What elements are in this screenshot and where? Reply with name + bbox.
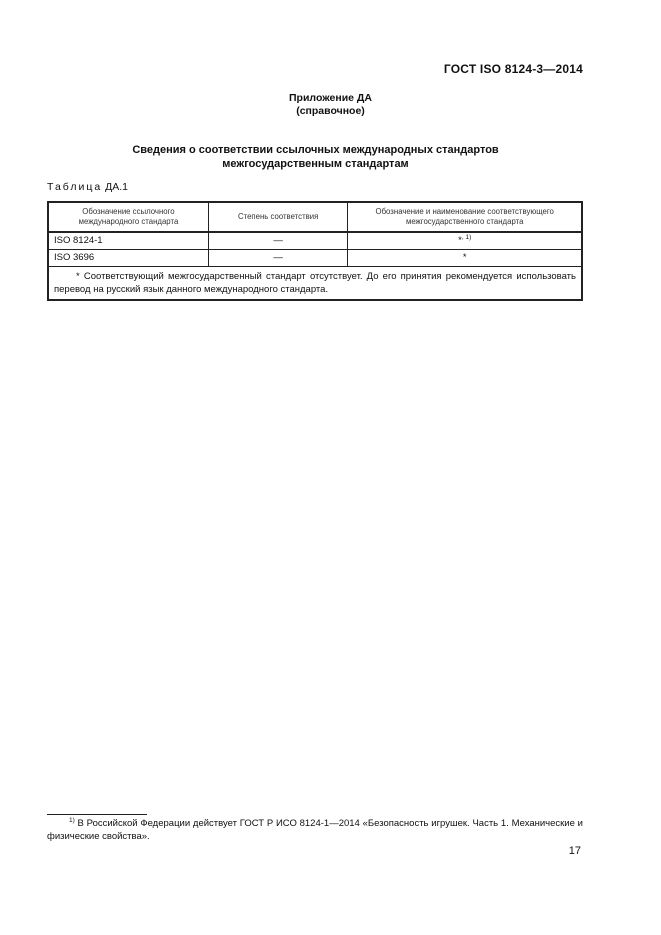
- column-header-degree-line1: Степень соответствия: [237, 212, 319, 221]
- table-note: [48, 267, 582, 301]
- column-header-interstate-line2: межгосударственного стандарта: [405, 217, 524, 226]
- cell-standard: ISO 3696: [48, 250, 208, 267]
- table-caption: [47, 181, 128, 193]
- column-header-standard-line1: Обозначение ссылочного: [82, 207, 175, 216]
- cell-interstate: [348, 250, 582, 267]
- table-caption-word: Таблица: [47, 181, 103, 193]
- cell-degree: —: [208, 250, 347, 267]
- table-header-row: [48, 202, 582, 232]
- annex-title: Приложение ДА: [289, 92, 372, 104]
- cell-interstate-footnote-ref: , 1): [461, 233, 472, 241]
- page-number: 17: [568, 845, 581, 857]
- column-header-degree: [208, 202, 347, 232]
- footnote-divider: [47, 814, 147, 815]
- table-note-text: * Соответствующий межгосударственный стандарт отсутствует. До его принятия рекомендуется использовать перевод на русский язык данного международного стандарта.: [54, 271, 576, 295]
- cell-standard: ISO 8124-1: [48, 232, 208, 250]
- section-title-line1: Сведения о соответствии ссылочных международных стандартов: [132, 144, 499, 156]
- footnote: [47, 817, 583, 843]
- document-code: ГОСТ ISO 8124-3—2014: [443, 62, 583, 76]
- annex-heading: [0, 92, 661, 118]
- footnote-marker: 1): [69, 816, 75, 824]
- annex-subtitle: (справочное): [296, 105, 365, 117]
- column-header-standard: [48, 202, 208, 232]
- section-heading: [0, 143, 631, 171]
- footnote-text: В Российской Федерации действует ГОСТ Р ИСО 8124-1—2014 «Безопасность игрушек. Часть 1. Механические и физические свойства».: [47, 818, 583, 842]
- column-header-interstate-line1: Обозначение и наименование соответствующего: [375, 207, 554, 216]
- cell-degree: —: [208, 232, 347, 250]
- correspondence-table: [47, 201, 583, 301]
- table-caption-number: ДА.1: [105, 181, 128, 193]
- table-row: [48, 232, 582, 250]
- column-header-standard-line2: международного стандарта: [78, 217, 179, 226]
- table-row: [48, 250, 582, 267]
- section-title-line2: межгосударственным стандартам: [222, 158, 409, 170]
- column-header-interstate: [348, 202, 582, 232]
- cell-interstate: [348, 232, 582, 250]
- cell-interstate-mark: *: [458, 235, 462, 246]
- table-note-row: [48, 267, 582, 301]
- cell-interstate-mark: *: [462, 252, 467, 263]
